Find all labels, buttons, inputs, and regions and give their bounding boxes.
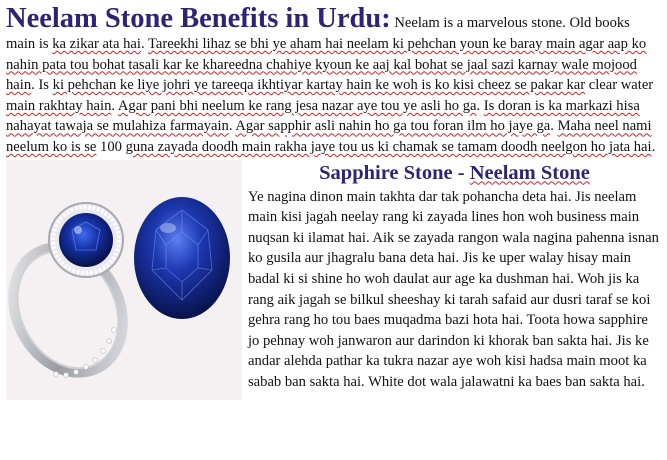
intro-text: Agar sapphir asli nahin ho ga tou foran ilm ho jaye ga: [235, 118, 551, 135]
intro-text: Agar pani bhi neelum ke rang jesa nazar aye tou ye asli ho ga: [117, 97, 477, 114]
section-body: Ye nagina dinon main takhta dar tak pohancha deta hai. Jis neelam main kisi jagah neelay rang ki zayada lines hon woh business main nuqsan ki ilamat hai. Aik se zayada rangon wala nagina pahenna isnan ko gusila aur jhagralu bana deta hai. Jis ke uper walay hisay main badal ki si shine ho woh daulat aur age ka dushman hai. Woh jis ka rang aik jagah se bilkul sheeshay ki tarah safaid aur dusri taraf se koi gehra rang ho tou baes muqadma bazi hota hai. Toota howa sapphire jo pehnay woh janwaron aur darindon ki khorak ban sakta hai. Jis ke andar alehda pathar ka tukra nazar aye woh kisi hadsa main moot ka sabab ban sakta hai. White dot wala jalawatni ka baes ban sakta hai.: [248, 188, 659, 390]
intro-text: . Is: [31, 77, 53, 94]
intro-text: ki pehchan ke liye johri ye tareeqa ikhtiyar kartay hain ke woh is ko kisi cheez se pakar kar: [52, 77, 586, 94]
intro-text: Maha neel nami neelum ko is se: [6, 118, 652, 155]
intro-text: ka zikar ata hai: [52, 36, 141, 52]
intro-text: guna zayada doodh main rakha jaye tou us ki chamak se tamam doodh neelgon ho jata hai: [125, 138, 652, 155]
intro-text: Is doran is ka markazi hisa nahayat tawaja se mulahiza farmayain: [6, 97, 640, 135]
intro-text: clear water: [585, 77, 654, 94]
section-heading-part: Neelam Stone: [469, 161, 590, 184]
sapphire-ring-illustration: [6, 160, 242, 400]
intro-text: .: [228, 118, 236, 135]
intro-text: 100: [96, 138, 126, 155]
article-title: Neelam Stone Benefits in Urdu:: [6, 3, 391, 34]
intro-paragraph: [6, 4, 661, 158]
sapphire-ring-image: [6, 160, 242, 400]
section-heading-part: Sapphire Stone -: [319, 161, 470, 184]
intro-text: .: [550, 118, 558, 135]
intro-text: Neelam is a marvelous stone. Old books main is: [6, 15, 630, 52]
intro-text: .: [476, 97, 484, 114]
intro-text: .: [651, 138, 656, 155]
ring-sapphire-gem: [59, 213, 113, 267]
intro-text: .: [140, 36, 148, 52]
sapphire-section: [6, 158, 661, 393]
intro-text: Tareekhi lihaz se bhi ye aham hai neelam ki pehchan youn ke baray main agar aap ko nahin pata tou bohat tasali kar ke khareedna chahiye kyoun ke aaj kal bohat se jaal sazi karnay wale mojood hain: [6, 36, 647, 94]
intro-text: main rakhtay hain: [6, 97, 112, 114]
intro-text: .: [111, 97, 118, 114]
